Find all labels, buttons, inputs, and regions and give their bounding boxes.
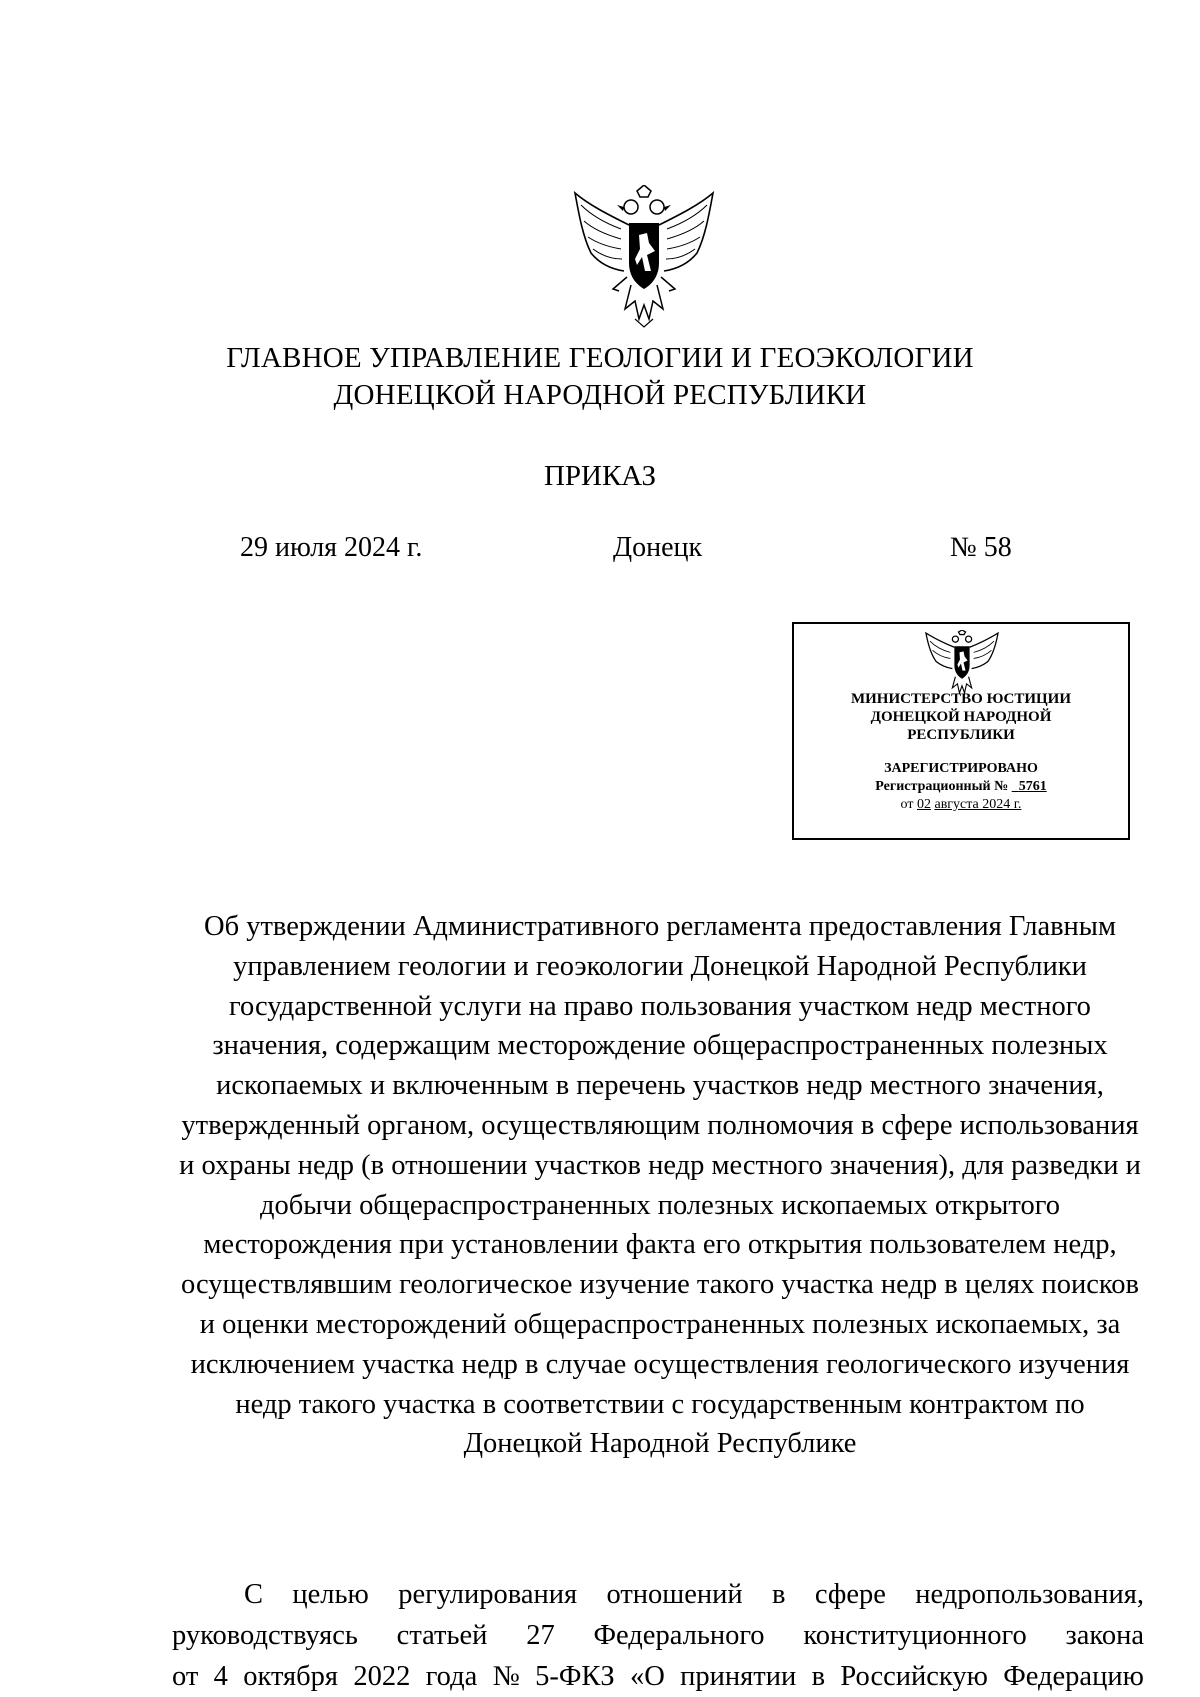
organization-name	[0, 340, 1200, 414]
body-word: статьей	[396, 1620, 488, 1651]
stamp-ministry-line3: РЕСПУБЛИКИ	[907, 727, 1015, 743]
stamp-ministry-line2: ДОНЕЦКОЙ НАРОДНОЙ	[870, 709, 1052, 725]
document-type: ПРИКАЗ	[543, 460, 657, 492]
body-word: 2022	[353, 1661, 411, 1692]
title-line: значения, содержащим месторождение общераспространенных полезных	[212, 1030, 1108, 1062]
title-line: месторождения при установлении факта его открытия пользователем недр,	[203, 1229, 1117, 1261]
stamp-registered-label: ЗАРЕГИСТРИРОВАНО	[884, 761, 1038, 776]
stamp-ministry-name	[794, 690, 1128, 744]
body-line-1	[172, 1574, 1144, 1615]
organization-name-line1: ГЛАВНОЕ УПРАВЛЕНИЕ ГЕОЛОГИИ И ГЕОЭКОЛОГИИ	[226, 342, 974, 374]
body-word: в	[772, 1579, 786, 1610]
body-word: сфере	[814, 1579, 886, 1610]
stamp-date-prefix: от	[900, 797, 914, 812]
stamp-ministry-line1: МИНИСТЕРСТВО ЮСТИЦИИ	[850, 691, 1071, 707]
body-word: конституционного	[803, 1620, 1027, 1651]
body-word: отношений	[606, 1579, 743, 1610]
body-word: Российскую	[840, 1661, 988, 1692]
body-word: от	[172, 1661, 199, 1692]
body-word: 5-ФКЗ	[535, 1661, 615, 1692]
body-word: С	[244, 1579, 264, 1610]
stamp-reg-number-value: 5761	[1018, 779, 1047, 794]
document-city: Донецк	[613, 532, 703, 563]
body-line-2	[172, 1615, 1144, 1656]
body-word: принятии	[680, 1661, 797, 1692]
title-line: государственной услуги на право пользования участком недр местного	[229, 990, 1091, 1022]
body-word: Федерацию	[1003, 1661, 1144, 1692]
body-word: регулирования	[398, 1579, 578, 1610]
registration-stamp	[792, 622, 1130, 840]
stamp-registration	[794, 760, 1128, 796]
stamp-date	[794, 796, 1128, 814]
document-number: № 58	[950, 532, 1012, 563]
body-word: целью	[292, 1579, 369, 1610]
title-line: исключением участка недр в случае осуществления геологического изучения	[190, 1348, 1130, 1380]
coat-of-arms-icon	[568, 185, 720, 330]
body-word: 4	[213, 1661, 228, 1692]
body-word: года	[425, 1661, 478, 1692]
stamp-reg-number-label: Регистрационный №	[875, 779, 1009, 794]
coat-of-arms-icon	[923, 630, 1001, 696]
body-word: недропользования,	[915, 1579, 1144, 1610]
title-line: и оценки месторождений общераспространенных полезных ископаемых, за	[199, 1308, 1121, 1340]
body-line-3	[172, 1656, 1144, 1697]
stamp-reg-number	[1012, 779, 1047, 794]
document-title	[160, 907, 1160, 1464]
stamp-reg-number-line	[794, 778, 1128, 796]
document-date: 29 июля 2024 г.	[240, 532, 423, 563]
title-line: осуществлявшим геологическое изучение такого участка недр в целях поисков	[181, 1269, 1139, 1301]
title-line: ископаемых и включенным в перечень участков недр местного значения,	[216, 1070, 1104, 1102]
title-line: утвержденный органом, осуществляющим полномочия в сфере использования	[181, 1109, 1139, 1141]
title-line: Об утверждении Административного регламента предоставления Главным	[204, 911, 1116, 942]
body-word: «О	[629, 1661, 665, 1692]
stamp-date-day: 02	[916, 797, 931, 812]
body-word: 27	[526, 1620, 555, 1651]
body-paragraph	[172, 1574, 1144, 1697]
organization-name-line2: ДОНЕЦКОЙ НАРОДНОЙ РЕСПУБЛИКИ	[333, 379, 867, 411]
title-line: Донецкой Народной Республике	[463, 1428, 857, 1460]
body-word: октября	[243, 1661, 339, 1692]
body-word: №	[492, 1661, 520, 1692]
body-word: в	[811, 1661, 826, 1692]
body-word: руководствуясь	[172, 1620, 358, 1651]
title-line: управлением геологии и геоэкологии Донецкой Народной Республики	[233, 950, 1087, 982]
title-line: недр такого участка в соответствии с государственным контрактом по	[235, 1388, 1085, 1420]
body-word: Федерального	[593, 1620, 765, 1651]
title-line: и охраны недр (в отношении участков недр местного значения), для разведки и	[179, 1149, 1141, 1181]
body-word: закона	[1065, 1620, 1144, 1651]
stamp-date-rest: августа 2024 г.	[934, 797, 1022, 812]
title-line: добычи общераспространенных полезных ископаемых открытого	[260, 1189, 1060, 1221]
